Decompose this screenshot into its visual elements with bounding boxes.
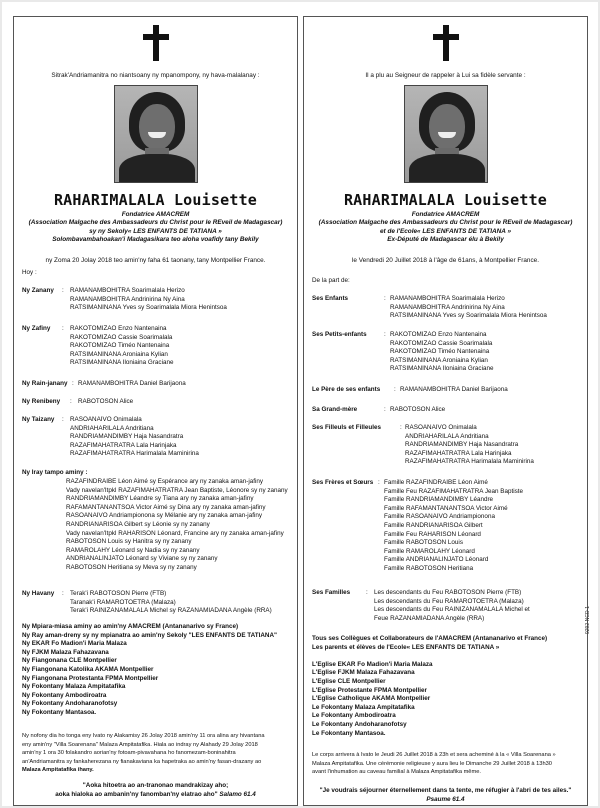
group-label: Ny Iray tampo aminy : bbox=[22, 469, 88, 476]
hoy-label: Hoy : bbox=[22, 269, 37, 276]
colon: : bbox=[366, 589, 368, 596]
portrait-photo bbox=[404, 85, 488, 183]
colon: : bbox=[378, 479, 380, 486]
colon: : bbox=[62, 416, 64, 423]
colon: : bbox=[62, 287, 64, 294]
group-names: RASOANAIVO Onimalala ANDRIAHARILALA Andritiana RANDRIAMANDIMBY Haja Nasandratra RAZAFIMAHATRATRA Lala Harinjaka RAZAFIMAHATRATRA Harimalala Maminirina bbox=[70, 416, 199, 458]
group-label: Ny Havany bbox=[22, 590, 55, 597]
cross-icon bbox=[433, 25, 459, 61]
group-names: RAKOTOMIZAO Enzo Nantenaina RAKOTOMIZAO Cassie Soarimalala RAKOTOMIZAO Timéo Nantenaina RATSIMANINANA Aroniaina Kylian RATSIMANINANA Iloniaina Graciane bbox=[70, 325, 174, 367]
colon: : bbox=[394, 386, 396, 393]
closing-quote: "Je voudrais séjourner éternellement dans ta tente, me réfugier à l'abri de tes ailes." Psaume 61.4 bbox=[319, 787, 572, 803]
cross-icon bbox=[143, 25, 169, 61]
group-names: Les descendants du Feu RABOTOSON Pierre (FTB) Les descendants du Feu RAMAROTOETRA (Malaza) Les descendants du Feu RAINIZANAMALALA Michel et Feue RAZANAMIADANA Angèle (RRA) bbox=[374, 589, 530, 622]
colon: : bbox=[384, 406, 386, 413]
subtitle-line: Ex-Député de Madagascar élu à Bekily bbox=[387, 236, 504, 244]
deceased-name: RAHARIMALALA Louisette bbox=[343, 191, 548, 209]
group-label: Ny Rain-janany bbox=[22, 380, 68, 387]
dateline: le Vendredi 20 Juillet 2018 à l'âge de 61ans, à Montpellier France. bbox=[351, 257, 540, 264]
subtitle-line: Solombavambahoakan'i Madagasikara teo aloha voafidy tany Bekily bbox=[52, 236, 259, 244]
bold-list: Tous ses Collègues et Collaborateurs de l'AMACREM (Antananarivo et France) Les parents et élèves de l'Ecole« LES ENFANTS DE TATIANA » L'Eglise EKAR Fo Madion'i Maria Malaza L'Eglise FJKM Malaza Fahazavana L'Eglise CLE Montpellier L'Eglise Protestante FPMA Montpellier L'Eglise Catholique AKAMA Montpellier Le Fokontany Malaza Ampitatafika Le Fokontany Ambodiroatra Le Fokontany Andoharanofotsy Le Fokontany Mantasoa. bbox=[312, 635, 548, 737]
bold-list: Ny Mpiara-miasa aminy ao amin'ny AMACREM (Antananarivo sy France) Ny Ray aman-dreny sy ny mpianatra ao amin'ny Sekoly "LES ENFANTS DE TATIANA" Ny EKAR Fo Madion'i Maria Malaza Ny FJKM Malaza Fahazavana Ny Fiangonana CLE Montpellier Ny Fiangonana Katolika AKAMA Montpellier Ny Fiangonana Protestanta FPMA Montpellier Ny Fokontany Malaza Ampitatafika Ny Fokontany Ambodiroatra Ny Fokontany Andoharanofotsy Ny Fokontany Mantasoa. bbox=[22, 623, 277, 716]
colon: : bbox=[72, 380, 74, 387]
group-names: RASOANAIVO Onimalala ANDRIAHARILALA Andritiana RANDRIAMANDIMBY Haja Nasandratra RAZAFIMAHATRATRA Lala Harinjaka RAZAFIMAHATRATRA Harimalala Maminirina bbox=[405, 424, 534, 466]
group-names: RAMANAMBOHITRA Soarimalala Herizo RAMANAMBOHITRA Andrinirina Ny Aina RATSIMANINANA Yves sy Soarimalala Miora Henintsoa bbox=[390, 295, 547, 320]
colon: : bbox=[62, 325, 64, 332]
group-names: RAKOTOMIZAO Enzo Nantenaina RAKOTOMIZAO Cassie Soarimalala RAKOTOMIZAO Timéo Nantenaina RATSIMANINANA Aroniaina Kylian RATSIMANINANA Iloniaina Graciane bbox=[390, 331, 494, 373]
group-names: RAMANAMBOHITRA Daniel Barijaona bbox=[78, 380, 186, 387]
closing-paragraph: Ny nofony dia ho tonga eny Ivato ny Alakamisy 26 Jolay 2018 amin'ny 11 ora alina ary hivantana eny amin'ny "Villa Soarenana" Malaza Ampitatafika. Hiala ao indray ny Alahady 29 Jolay 2018 amin'ny 1 ora 30 folakandro aorian'ny fotoam-pivavahana ho fanomezam-boninahitra an'Andriamanitra sy fankaherezana ny fianakaviana ka hapetraka ao amin'ny fasan-drazany ao Malaza Ampitatafika ihany. bbox=[22, 733, 265, 774]
notice-french bbox=[303, 16, 588, 806]
group-names: RABOTOSON Alice bbox=[78, 398, 134, 405]
group-label: Ses Frères et Sœurs bbox=[312, 479, 374, 486]
group-names: RAZAFINDRAIBE Léon Aimé sy Espérance ary ny zanaka aman-jafiny Vady navelan'Itpkl RAZAFIMAHATRATRA Jean Baptiste, Léonore sy ny zanany RANDRIAMANDIMBY Léandre sy Tiana ary ny zanaka aman-jafiny RAFAMANTANANTSOA Victor Aimé sy Dina ary ny zanaka aman-jafiny RASOANAIVO Andriampionona sy Mélanie ary ny zanaka aman-jafiny RANDRIANARISOA Gilbert sy Léonie sy ny zanany Vady navelan'Itpkl RAHARISON Léonard, Francine ary ny zanaka aman-jafiny RABOTOSON Louis sy Hanitra sy ny zanany RAMAROLAHY Léonard sy Nadia sy ny zanany ANDRIANALINJATO Léonard sy Viviane sy ny zanany RABOTOSON Heritiana sy Meva sy ny zanany bbox=[66, 478, 288, 571]
subtitle-line: et de l'Ecole« LES ENFANTS DE TATIANA » bbox=[379, 227, 511, 235]
group-label: Ses Filleuls et Filleules bbox=[312, 424, 381, 431]
deceased-name: RAHARIMALALA Louisette bbox=[53, 191, 258, 209]
group-names: Terak'i RABOTOSON Pierre (FTB) Taranak'i RAMAROTOETRA (Malaza) Terak'i RAINIZANAMALALA Michel sy RAZANAMIADANA Angèle (RRA) bbox=[70, 590, 272, 615]
notice-malagasy bbox=[13, 16, 298, 806]
colon: : bbox=[70, 398, 72, 405]
subtitle bbox=[304, 211, 587, 245]
group-label: Ny Zafiny bbox=[22, 325, 51, 332]
group-label: Ses Familles bbox=[312, 589, 351, 596]
closing-paragraph: Le corps arrivera à Ivato le Jeudi 26 Juillet 2018 à 23h et sera acheminé à la « Villa Soarenana » Malaza Ampitatafika. Une cérémonie religieuse y aura lieu le Dimanche 29 Juillet 2018 à 13h30 avant l'inhumation au caveau familial à Malaza Ampitatafika même. bbox=[312, 752, 556, 776]
group-label: Le Père de ses enfants bbox=[312, 386, 381, 393]
closing-quote: "Aoka hitoetra ao an-tranonao mandrakizay aho; aoka hialoka ao ambanin'ny fanomban'ny elatrao aho" Salamo 61.4 bbox=[55, 782, 256, 798]
group-label: Ny Renibeny bbox=[22, 398, 61, 405]
subtitle-line: Fondatrice AMACREM bbox=[411, 211, 480, 218]
notice-sheet bbox=[2, 2, 598, 806]
group-names: RAMANAMBOHITRA Daniel Barijaona bbox=[400, 386, 508, 393]
group-names: RAMANAMBOHITRA Soarimalala Herizo RAMANAMBOHITRA Andrinirina Ny Aina RATSIMANINANA Yves sy Soarimalala Miora Henintsoa bbox=[70, 287, 227, 312]
colon: : bbox=[62, 590, 64, 597]
subtitle-line: (Association Malgache des Ambassadeurs du Christ pour le REveil de Madagascar) bbox=[28, 219, 283, 227]
colon: : bbox=[400, 424, 402, 431]
group-label: Sa Grand-mère bbox=[312, 406, 358, 413]
group-label: Ny Taizany bbox=[22, 416, 55, 423]
intro-text: Il a plu au Seigneur de rappeler à Lui sa fidèle servante : bbox=[365, 72, 526, 79]
group-label: Ses Enfants bbox=[312, 295, 349, 302]
part-label: De la part de: bbox=[312, 277, 350, 284]
dateline: ny Zoma 20 Jolay 2018 teo amin'ny faha 61 taonany, tany Montpellier France. bbox=[45, 257, 266, 264]
colon: : bbox=[384, 295, 386, 302]
group-label: Ny Zanany bbox=[22, 287, 54, 294]
subtitle-line: (Association Malgache des Ambassadeurs du Christ pour le REveil de Madagascar) bbox=[318, 219, 573, 227]
subtitle-line: Fondatrice AMACREM bbox=[121, 211, 190, 218]
portrait-photo bbox=[114, 85, 198, 183]
subtitle bbox=[14, 211, 297, 245]
group-label: Ses Petits-enfants bbox=[312, 331, 367, 338]
print-code: 9292-NCD-1 bbox=[585, 605, 591, 634]
intro-text: Sitrak'Andriamanitra no niantsoany ny mpanompony, ny hava-malalanay : bbox=[51, 72, 260, 79]
colon: : bbox=[384, 331, 386, 338]
subtitle-line: sy ny Sekoly« LES ENFANTS DE TATIANA » bbox=[89, 227, 222, 235]
group-names: Famille RAZAFINDRAIBE Léon Aimé Famille Feu RAZAFIMAHATRATRA Jean Baptiste Famille RANDRIAMANDIMBY Léandre Famille RAFAMANTANANTSOA Victor Aimé Famille RASOANAIVO Andriampionona Famille RANDRIANARISOA Gilbert Famille Feu RAHARISON Léonard Famille RABOTOSON Louis Famille RAMAROLAHY Léonard Famille ANDRIANALINJATO Léonard Famille RABOTOSON Heritiana bbox=[384, 479, 524, 572]
group-names: RABOTOSON Alice bbox=[390, 406, 446, 413]
